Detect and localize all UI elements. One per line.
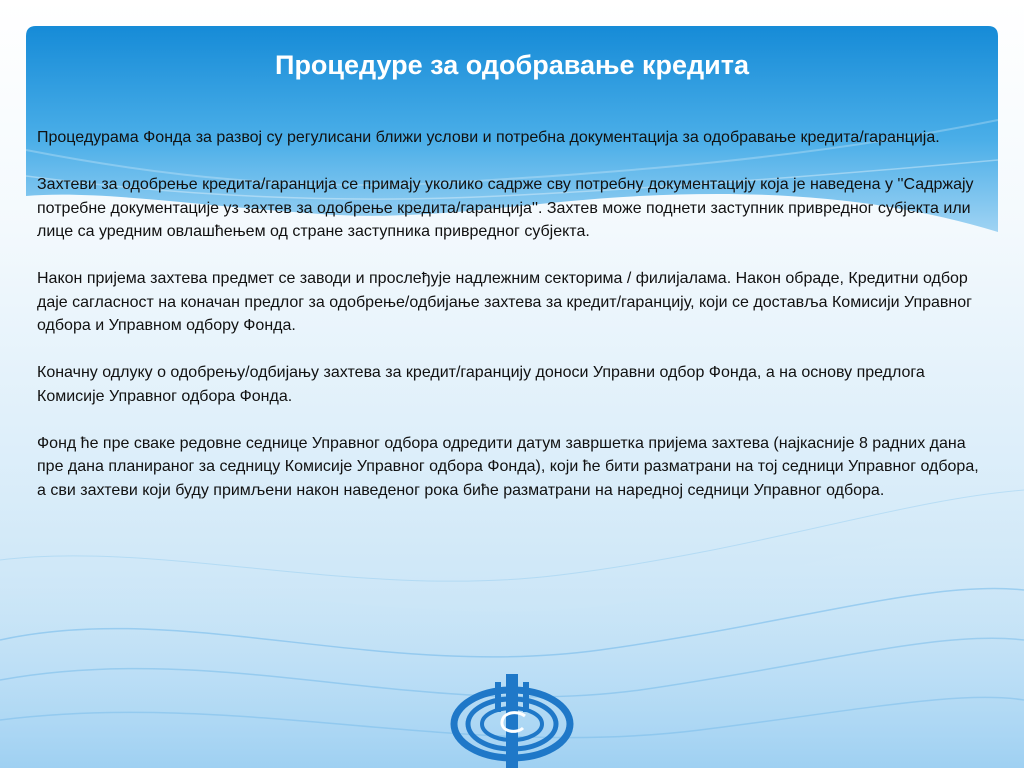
paragraph-requests: Захтеви за одобрење кредита/гаранција се примају уколико садрже сву потребну документацију која је наведена у ''Садржају потребне документације уз захтев за одобрење кредита/гаранција''. Захтев може поднети заступник привредног субјекта или лице са уредним овлашћењем од стране заступника привредног субјекта. xyxy=(37,176,974,240)
paragraph-decision: Коначну одлуку о одобрењу/одбијању захтева за кредит/гаранцију доноси Управни одбор Фонда, а на основу предлога Комисије Управног одбора Фонда. xyxy=(37,364,925,405)
paragraph-deadline: Фонд ће пре сваке редовне седнице Управног одбора одредити датум завршетка пријема захтева (најкасније 8 радних дана пре дана планираног за седницу Комисије Управног одбора Фонда), који ће бити разматрани на тој седници Управног одбора, а сви захтеви који буду примљени након наведеног рока биће разматрани на наредној седници Управног одбора. xyxy=(37,434,979,499)
slide-body xyxy=(37,126,987,526)
fund-logo-icon xyxy=(447,672,577,768)
paragraph-processing: Након пријема захтева предмет се заводи и прослеђује надлежним секторима / филијалама. Након обраде, Кредитни одбор даје сагласност на коначан предлог за одобрење/одбијање захтева за кредит/гаранцију, који се доставља Комисији Управног одбора и Управном одбору Фонда. xyxy=(37,270,972,334)
slide-title: Процедуре за одобравање кредита xyxy=(275,50,749,80)
paragraph-intro: Процедурама Фонда за развој су регулисани ближи услови и потребна документација за одобравање кредита/гаранција. xyxy=(37,129,940,146)
